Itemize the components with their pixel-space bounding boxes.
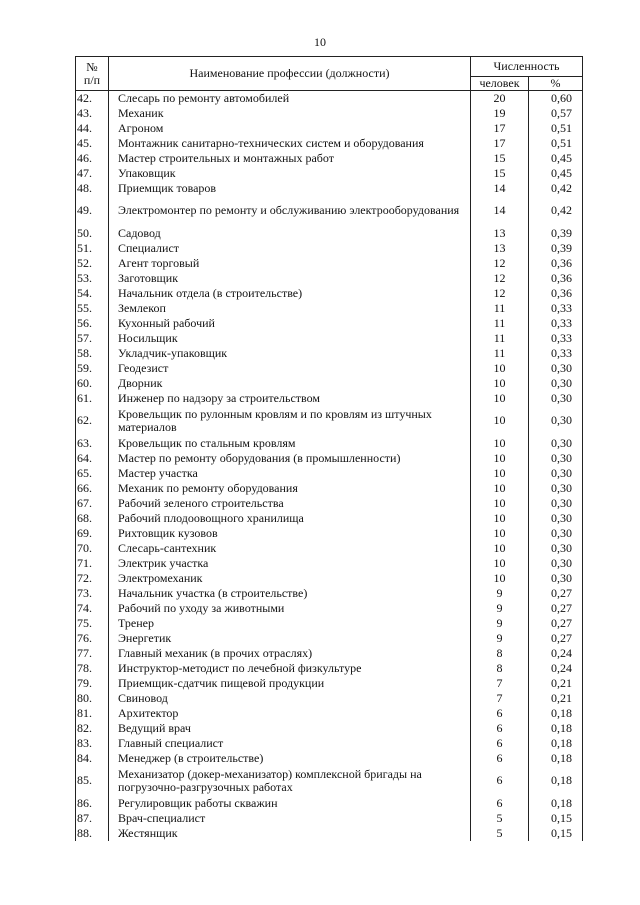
row-people: 6 [471,766,529,796]
row-number: 67. [76,496,109,511]
row-people: 11 [471,301,529,316]
header-percent: % [529,77,583,91]
row-people: 10 [471,481,529,496]
row-percent: 0,30 [529,361,583,376]
row-people: 19 [471,106,529,121]
table-row [76,601,583,616]
row-people: 9 [471,631,529,646]
table-row [76,766,583,796]
table-row [76,706,583,721]
row-people: 14 [471,181,529,196]
row-number: 66. [76,481,109,496]
row-profession: Приемщик товаров [109,181,471,196]
table-row [76,271,583,286]
row-number: 54. [76,286,109,301]
header-number [76,57,109,91]
row-number: 58. [76,346,109,361]
table-row [76,106,583,121]
row-people: 6 [471,736,529,751]
row-people: 20 [471,91,529,107]
table-row [76,361,583,376]
table-row [76,286,583,301]
row-people: 10 [471,556,529,571]
row-people: 15 [471,151,529,166]
row-percent: 0,21 [529,691,583,706]
row-percent: 0,30 [529,571,583,586]
row-profession: Главный механик (в прочих отраслях) [109,646,471,661]
row-percent: 0,30 [529,436,583,451]
row-percent: 0,30 [529,451,583,466]
row-percent: 0,18 [529,721,583,736]
row-profession: Заготовщик [109,271,471,286]
row-people: 17 [471,121,529,136]
row-number: 42. [76,91,109,107]
row-percent: 0,30 [529,496,583,511]
row-percent: 0,42 [529,181,583,196]
row-number: 47. [76,166,109,181]
row-percent: 0,24 [529,661,583,676]
row-number: 62. [76,406,109,436]
table-row [76,646,583,661]
row-number: 82. [76,721,109,736]
row-number: 86. [76,796,109,811]
table-row [76,721,583,736]
table-row [76,91,583,107]
row-people: 10 [471,376,529,391]
row-profession: Агроном [109,121,471,136]
row-profession: Кровельщик по стальным кровлям [109,436,471,451]
row-profession: Начальник отдела (в строительстве) [109,286,471,301]
header-profession: Наименование профессии (должности) [109,57,471,91]
table-row [76,376,583,391]
row-profession: Кровельщик по рулонным кровлям и по кровлям из штучных материалов [109,406,471,436]
row-profession: Агент торговый [109,256,471,271]
row-people: 11 [471,331,529,346]
row-people: 10 [471,526,529,541]
row-number: 63. [76,436,109,451]
table-row [76,136,583,151]
table-row [76,676,583,691]
row-people: 10 [471,361,529,376]
row-percent: 0,30 [529,406,583,436]
row-percent: 0,30 [529,391,583,406]
row-percent: 0,21 [529,676,583,691]
table-row [76,391,583,406]
row-number: 72. [76,571,109,586]
table-row [76,406,583,436]
professions-table [75,56,583,841]
header-number-abbr: п/п [83,72,101,87]
row-people: 9 [471,586,529,601]
row-people: 14 [471,196,529,226]
row-people: 9 [471,601,529,616]
row-percent: 0,45 [529,166,583,181]
row-profession: Электромонтер по ремонту и обслуживанию электрооборудования [109,196,471,226]
row-profession: Механизатор (докер-механизатор) комплексной бригады на погрузочно-разгрузочных работах [109,766,471,796]
row-number: 87. [76,811,109,826]
table-row [76,736,583,751]
row-people: 11 [471,346,529,361]
table-row [76,196,583,226]
row-percent: 0,24 [529,646,583,661]
row-number: 55. [76,301,109,316]
row-percent: 0,18 [529,751,583,766]
row-number: 88. [76,826,109,841]
row-profession: Рабочий зеленого строительства [109,496,471,511]
table-row [76,826,583,841]
row-number: 73. [76,586,109,601]
row-profession: Тренер [109,616,471,631]
row-percent: 0,51 [529,136,583,151]
row-people: 6 [471,721,529,736]
row-profession: Садовод [109,226,471,241]
row-people: 10 [471,541,529,556]
table-row [76,481,583,496]
row-percent: 0,30 [529,481,583,496]
row-profession: Мастер строительных и монтажных работ [109,151,471,166]
row-profession: Ведущий врач [109,721,471,736]
row-profession: Слесарь-сантехник [109,541,471,556]
row-people: 10 [471,496,529,511]
row-percent: 0,57 [529,106,583,121]
table-row [76,616,583,631]
row-percent: 0,39 [529,241,583,256]
row-number: 79. [76,676,109,691]
row-percent: 0,60 [529,91,583,107]
row-profession: Свиновод [109,691,471,706]
row-profession: Укладчик-упаковщик [109,346,471,361]
row-people: 5 [471,811,529,826]
row-percent: 0,30 [529,526,583,541]
table-row [76,436,583,451]
row-profession: Архитектор [109,706,471,721]
header-headcount: Численность [471,57,583,77]
row-number: 61. [76,391,109,406]
row-number: 44. [76,121,109,136]
row-percent: 0,33 [529,346,583,361]
row-percent: 0,33 [529,331,583,346]
row-number: 50. [76,226,109,241]
row-profession: Землекоп [109,301,471,316]
row-percent: 0,30 [529,541,583,556]
row-number: 68. [76,511,109,526]
row-people: 10 [471,451,529,466]
row-profession: Электромеханик [109,571,471,586]
table-row [76,526,583,541]
row-profession: Специалист [109,241,471,256]
header-number-symbol: № [86,59,98,74]
row-percent: 0,45 [529,151,583,166]
table-row [76,301,583,316]
table-row [76,811,583,826]
table-row [76,166,583,181]
row-percent: 0,36 [529,256,583,271]
row-number: 53. [76,271,109,286]
row-percent: 0,18 [529,796,583,811]
row-profession: Механик по ремонту оборудования [109,481,471,496]
table-row [76,751,583,766]
row-people: 11 [471,316,529,331]
table-row [76,586,583,601]
table-header [76,57,583,91]
row-percent: 0,30 [529,511,583,526]
row-number: 48. [76,181,109,196]
row-number: 51. [76,241,109,256]
table-row [76,316,583,331]
row-profession: Рихтовщик кузовов [109,526,471,541]
row-profession: Энергетик [109,631,471,646]
row-profession: Мастер участка [109,466,471,481]
row-percent: 0,18 [529,766,583,796]
row-profession: Инструктор-методист по лечебной физкультуре [109,661,471,676]
row-number: 60. [76,376,109,391]
row-profession: Приемщик-сдатчик пищевой продукции [109,676,471,691]
table-row [76,496,583,511]
row-number: 76. [76,631,109,646]
row-profession: Слесарь по ремонту автомобилей [109,91,471,107]
row-people: 7 [471,691,529,706]
row-percent: 0,18 [529,736,583,751]
row-number: 52. [76,256,109,271]
table-row [76,571,583,586]
table-row [76,181,583,196]
table-row [76,466,583,481]
row-number: 75. [76,616,109,631]
row-percent: 0,27 [529,631,583,646]
row-number: 57. [76,331,109,346]
row-people: 10 [471,436,529,451]
row-profession: Главный специалист [109,736,471,751]
row-number: 71. [76,556,109,571]
row-profession: Электрик участка [109,556,471,571]
row-number: 77. [76,646,109,661]
row-number: 80. [76,691,109,706]
row-percent: 0,15 [529,826,583,841]
table-row [76,511,583,526]
row-people: 13 [471,241,529,256]
row-percent: 0,51 [529,121,583,136]
row-percent: 0,36 [529,271,583,286]
row-number: 49. [76,196,109,226]
row-people: 5 [471,826,529,841]
row-profession: Мастер по ремонту оборудования (в промышленности) [109,451,471,466]
row-number: 45. [76,136,109,151]
table-row [76,541,583,556]
table-row [76,331,583,346]
row-people: 8 [471,646,529,661]
row-people: 7 [471,676,529,691]
row-profession: Носильщик [109,331,471,346]
row-percent: 0,30 [529,376,583,391]
row-people: 9 [471,616,529,631]
table-row [76,226,583,241]
row-percent: 0,15 [529,811,583,826]
row-number: 78. [76,661,109,676]
row-number: 70. [76,541,109,556]
row-profession: Регулировщик работы скважин [109,796,471,811]
row-people: 6 [471,706,529,721]
page-number: 10 [314,35,326,49]
row-percent: 0,27 [529,601,583,616]
table-row [76,121,583,136]
row-number: 84. [76,751,109,766]
table-row [76,796,583,811]
row-number: 64. [76,451,109,466]
table-row [76,346,583,361]
table-row [76,556,583,571]
row-people: 13 [471,226,529,241]
row-profession: Начальник участка (в строительстве) [109,586,471,601]
row-number: 74. [76,601,109,616]
row-people: 10 [471,571,529,586]
row-people: 10 [471,406,529,436]
row-number: 69. [76,526,109,541]
row-percent: 0,18 [529,706,583,721]
row-number: 43. [76,106,109,121]
row-number: 59. [76,361,109,376]
row-percent: 0,30 [529,466,583,481]
table-row [76,256,583,271]
row-number: 81. [76,706,109,721]
table-row [76,241,583,256]
row-profession: Менеджер (в строительстве) [109,751,471,766]
row-people: 12 [471,271,529,286]
row-people: 6 [471,751,529,766]
table-body [76,91,583,842]
row-people: 17 [471,136,529,151]
row-profession: Рабочий плодоовощного хранилища [109,511,471,526]
row-number: 83. [76,736,109,751]
row-profession: Монтажник санитарно-технических систем и оборудования [109,136,471,151]
row-profession: Дворник [109,376,471,391]
row-percent: 0,33 [529,301,583,316]
row-percent: 0,42 [529,196,583,226]
row-profession: Врач-специалист [109,811,471,826]
row-profession: Упаковщик [109,166,471,181]
header-people: человек [471,77,529,91]
row-profession: Инженер по надзору за строительством [109,391,471,406]
row-profession: Геодезист [109,361,471,376]
row-number: 85. [76,766,109,796]
table-row [76,661,583,676]
row-percent: 0,30 [529,556,583,571]
row-people: 12 [471,256,529,271]
row-profession: Кухонный рабочий [109,316,471,331]
row-percent: 0,27 [529,586,583,601]
row-percent: 0,36 [529,286,583,301]
row-profession: Рабочий по уходу за животными [109,601,471,616]
row-percent: 0,27 [529,616,583,631]
row-people: 12 [471,286,529,301]
row-number: 46. [76,151,109,166]
table-row [76,451,583,466]
row-people: 10 [471,466,529,481]
row-people: 6 [471,796,529,811]
row-people: 10 [471,511,529,526]
table-row [76,631,583,646]
row-percent: 0,33 [529,316,583,331]
row-profession: Механик [109,106,471,121]
row-percent: 0,39 [529,226,583,241]
row-profession: Жестянщик [109,826,471,841]
row-number: 65. [76,466,109,481]
row-people: 15 [471,166,529,181]
row-people: 8 [471,661,529,676]
table-row [76,691,583,706]
row-people: 10 [471,391,529,406]
table-row [76,151,583,166]
row-number: 56. [76,316,109,331]
